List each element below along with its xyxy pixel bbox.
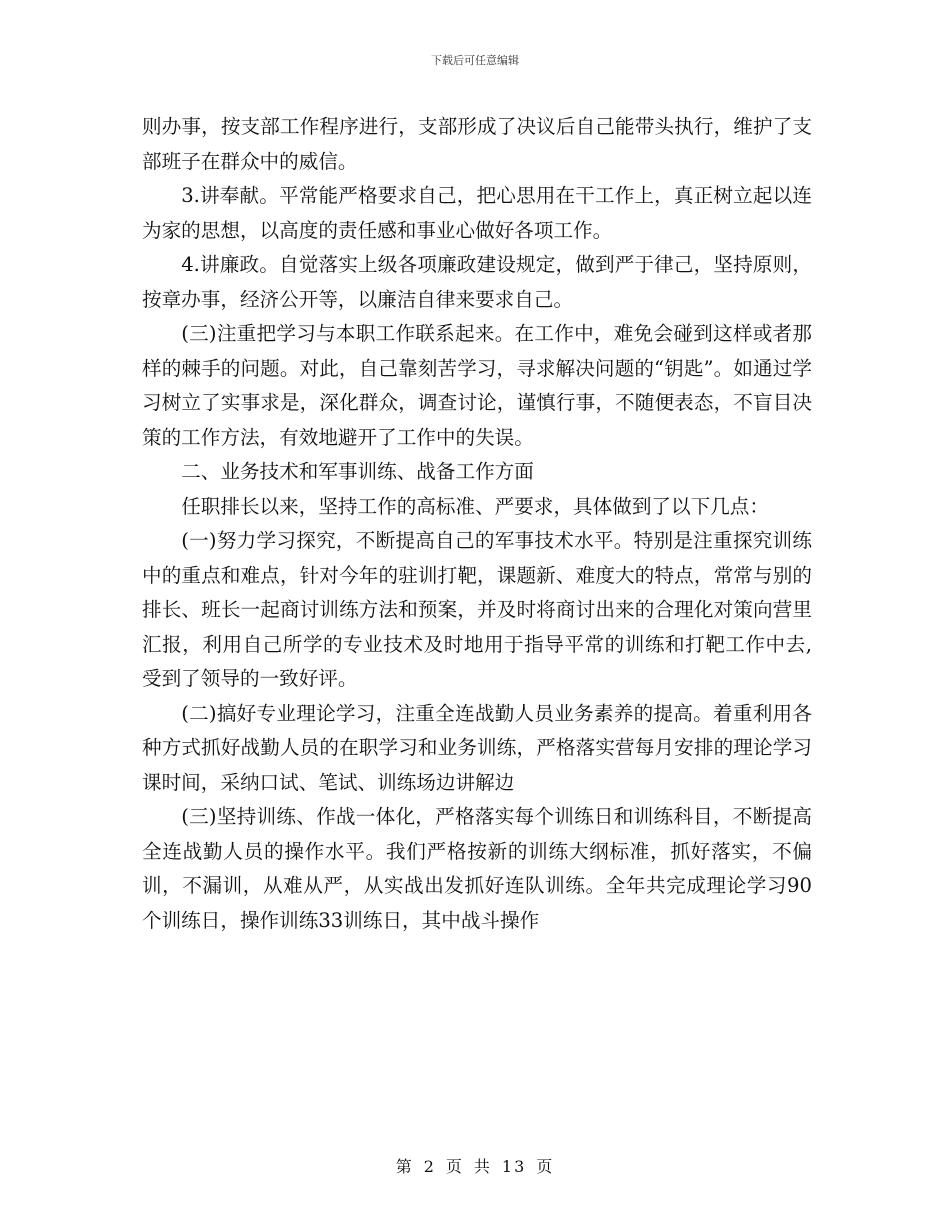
footer-prefix: 第	[395, 1157, 414, 1176]
paragraph-8: (二)搞好专业理论学习，注重全连战勤人员业务素养的提高。着重利用各种方式抓好战勤人员的在职学习和业务训练，严格落实营每月安排的理论学习课时间，采纳口试、笔试、训练场边讲解边	[142, 701, 812, 794]
paragraph-7: (一)努力学习探究，不断提高自己的军事技术水平。特别是注重探究训练中的重点和难点，针对今年的驻训打靶，课题新、难度大的特点，常常与别的排长、班长一起商讨训练方法和预案，并及时将商讨出来的合理化对策向营里汇报，利用自己所学的专业技术及时地用于指导平常的训练和打靶工作中去,受到了领导的一致好评。	[142, 529, 812, 690]
paragraph-2: 3.讲奉献。平常能严格要求自己，把心思用在干工作上，真正树立起以连为家的思想，以高度的责任感和事业心做好各项工作。	[142, 184, 812, 242]
paragraph-1: 则办事，按支部工作程序进行，支部形成了决议后自己能带头执行，维护了支部班子在群众中的威信。	[142, 115, 812, 173]
footer-suffix: 页	[536, 1157, 555, 1176]
page-header: 下载后可任意编辑	[431, 54, 519, 67]
page-footer	[0, 1154, 950, 1177]
footer-total-pages: 13	[501, 1157, 527, 1176]
footer-page-label: 页	[445, 1157, 464, 1176]
paragraph-3: 4.讲廉政。自觉落实上级各项廉政建设规定，做到严于律己，坚持原则，按章办事，经济公开等，以廉洁自律来要求自己。	[142, 253, 812, 311]
paragraph-4: (三)注重把学习与本职工作联系起来。在工作中，难免会碰到这样或者那样的棘手的问题。对此，自己靠刻苦学习，寻求解决问题的“钥匙”。如通过学习树立了实事求是，深化群众，调查讨论，谨慎行事，不随便表态，不盲目决策的工作方法，有效地避开了工作中的失误。	[142, 322, 812, 449]
document-body	[142, 110, 812, 938]
footer-page-number: 2	[423, 1157, 436, 1176]
section-heading: 二、业务技术和军事训练、战备工作方面	[181, 460, 534, 483]
footer-of-label: 共	[473, 1157, 492, 1176]
paragraph-6: 任职排长以来，坚持工作的高标准、严要求，具体做到了以下几点：	[181, 494, 769, 518]
paragraph-9: (三)坚持训练、作战一体化，严格落实每个训练日和训练科目，不断提高全连战勤人员的操作水平。我们严格按新的训练大纲标准，抓好落实，不偏训，不漏训，从难从严，从实战出发抓好连队训练。全年共完成理论学习90个训练日，操作训练33训练日，其中战斗操作	[142, 805, 812, 932]
